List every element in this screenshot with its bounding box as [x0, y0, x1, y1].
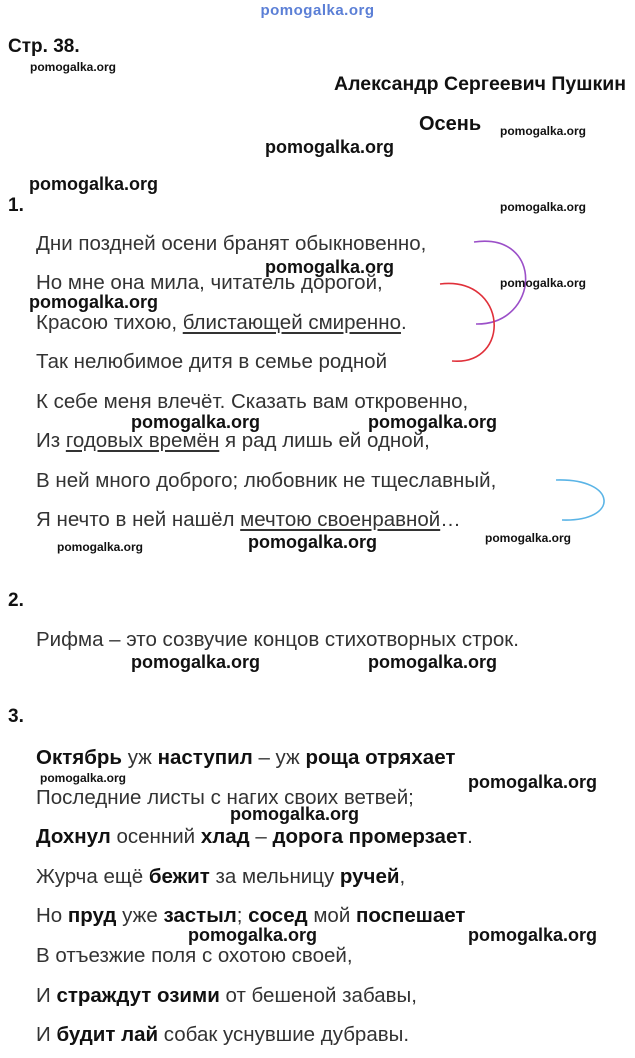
- underlined-phrase: годовых времён: [65, 429, 220, 452]
- watermark-top: pomogalka.org: [260, 2, 375, 19]
- watermark: pomogalka.org: [29, 292, 159, 312]
- bold-word: бежит: [148, 865, 210, 888]
- bold-word: поспешает: [355, 904, 466, 927]
- verse-line-bold: [36, 984, 417, 1008]
- verse-text: –: [249, 825, 273, 848]
- bold-word: сосед: [248, 904, 308, 927]
- verse-line: Но мне она мила, читатель дорогой,: [36, 271, 383, 294]
- verse-text: .: [400, 311, 407, 334]
- rhyme-definition: Рифма – это созвучие концов стихотворных строк.: [36, 628, 519, 651]
- verse-line-bold: [36, 825, 473, 849]
- verse-line: К себе меня влечёт. Сказать вам откровенно,: [36, 390, 469, 413]
- watermark: pomogalka.org: [40, 771, 127, 785]
- rhyme-arc-red: [440, 283, 494, 361]
- bold-word: дорога промерзает: [272, 825, 468, 848]
- bold-word: страждут озими: [56, 984, 220, 1007]
- watermark: pomogalka.org: [368, 652, 498, 672]
- verse-text: собак уснувшие дубравы.: [158, 1023, 410, 1046]
- watermark: pomogalka.org: [265, 257, 395, 277]
- verse-text: – уж: [252, 746, 306, 769]
- watermark: pomogalka.org: [131, 652, 261, 672]
- verse-text: ;: [236, 904, 249, 927]
- underlined-phrase: мечтою своенравной: [240, 508, 441, 531]
- verse-text: уж: [122, 746, 158, 769]
- watermark: pomogalka.org: [131, 412, 261, 432]
- watermark: pomogalka.org: [468, 772, 598, 792]
- bold-word: наступил: [157, 746, 253, 769]
- bold-word: Дохнул: [36, 825, 111, 848]
- watermark: pomogalka.org: [265, 137, 395, 157]
- verse-line: [36, 311, 407, 335]
- verse-text: осенний: [110, 825, 201, 848]
- watermark: pomogalka.org: [29, 174, 159, 194]
- verse-line: Дни поздней осени бранят обыкновенно,: [36, 232, 427, 255]
- watermark: pomogalka.org: [57, 540, 144, 554]
- verse-text: Из: [36, 429, 66, 452]
- verse-line-bold: [36, 746, 455, 770]
- verse-text: ,: [399, 865, 406, 888]
- bold-word: хлад: [200, 825, 250, 848]
- verse-line: [36, 508, 461, 532]
- bold-word: Октябрь: [36, 746, 122, 769]
- underlined-phrase: блистающей смиренно: [182, 311, 401, 334]
- watermark: pomogalka.org: [500, 124, 587, 138]
- page-label: Стр. 38.: [8, 36, 80, 57]
- watermark: pomogalka.org: [500, 276, 587, 290]
- verse-line: В ней много доброго; любовник не тщеславный,: [36, 469, 497, 492]
- watermark: pomogalka.org: [188, 925, 318, 945]
- watermark: pomogalka.org: [368, 412, 498, 432]
- verse-text: я рад лишь ей одной,: [219, 429, 430, 452]
- verse-line-bold: [36, 944, 353, 968]
- watermark: pomogalka.org: [230, 804, 360, 824]
- verse-text: Красою тихою,: [36, 311, 183, 334]
- verse-text: Но: [36, 904, 68, 927]
- verse-text: за мельницу: [209, 865, 340, 888]
- verse-text: Я нечто в ней нашёл: [36, 508, 241, 531]
- verse-text: мой: [307, 904, 356, 927]
- verse-text: Последние листы с нагих своих ветвей;: [36, 786, 414, 809]
- task1-number: 1.: [8, 195, 24, 216]
- verse-text: Журча ещё: [36, 865, 149, 888]
- bold-word: роща отряхает: [305, 746, 456, 769]
- task2-number: 2.: [8, 590, 24, 611]
- rhyme-arc-blue: [556, 480, 604, 520]
- poem-title: Осень: [419, 113, 482, 135]
- watermark: pomogalka.org: [485, 531, 572, 545]
- author-name: Александр Сергеевич Пушкин: [334, 73, 626, 95]
- verse-line-bold: [36, 1023, 409, 1047]
- verse-text: В отъезжие поля с охотою своей,: [36, 944, 353, 967]
- verse-text: уже: [116, 904, 164, 927]
- watermark: pomogalka.org: [248, 532, 378, 552]
- watermark: pomogalka.org: [500, 200, 587, 214]
- watermark: pomogalka.org: [30, 60, 117, 74]
- verse-text: И: [36, 984, 57, 1007]
- bold-word: застыл: [163, 904, 237, 927]
- verse-text: И: [36, 1023, 57, 1046]
- watermark: pomogalka.org: [468, 925, 598, 945]
- task3-number: 3.: [8, 706, 24, 727]
- verse-line: Так нелюбимое дитя в семье родной: [36, 350, 388, 373]
- bold-word: пруд: [67, 904, 117, 927]
- bold-word: ручей: [339, 865, 400, 888]
- verse-text: …: [440, 508, 461, 531]
- verse-text: .: [467, 825, 473, 848]
- verse-text: от бешеной забавы,: [219, 984, 417, 1007]
- bold-word: будит лай: [56, 1023, 159, 1046]
- verse-line-bold: [36, 865, 405, 889]
